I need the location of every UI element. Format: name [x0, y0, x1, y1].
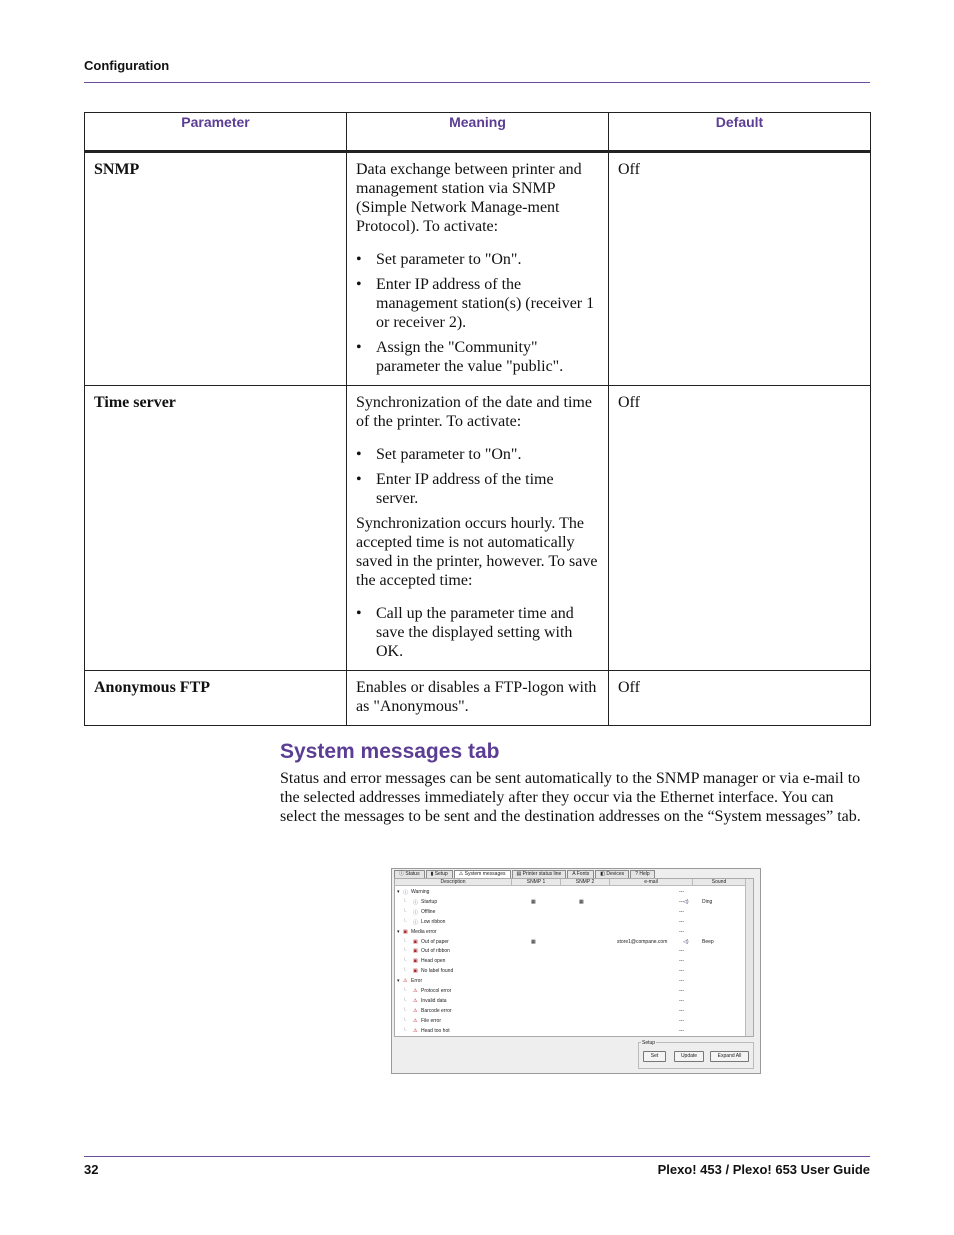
- tree-line-icon: └: [403, 908, 407, 915]
- tab-setup[interactable]: [426, 870, 453, 878]
- info-icon: ⓘ: [413, 899, 419, 906]
- param-meaning: [347, 152, 609, 386]
- tree-toggle-icon[interactable]: ▾: [397, 928, 400, 935]
- list-item-text: Enter IP address of the time server.: [376, 471, 554, 507]
- meaning-paragraph: Synchronization of the date and time of the printer. To activate:: [356, 394, 592, 430]
- tree-line-icon: └: [403, 898, 407, 905]
- bullet-icon: •: [356, 251, 362, 268]
- col-snmp1[interactable]: SNMP 1: [512, 879, 561, 885]
- speaker-icon: ◁): [683, 898, 689, 905]
- footer-title: Plexo! 453 / Plexo! 653 User Guide: [657, 1162, 870, 1177]
- tab-fonts[interactable]: [567, 870, 594, 878]
- list-item-text: Set parameter to "On".: [376, 446, 522, 463]
- tab-label: Setup: [434, 871, 448, 877]
- tree-line-icon: └: [403, 968, 407, 975]
- table-header-row: [85, 113, 871, 152]
- tab-label: System messages: [464, 871, 506, 877]
- param-meaning: [347, 671, 609, 726]
- message-row[interactable]: [395, 966, 753, 976]
- media-error-icon: ▣: [403, 928, 408, 935]
- table-row: [85, 152, 871, 386]
- message-label: Head open: [421, 958, 446, 965]
- tab-label: Printer status line: [522, 871, 562, 877]
- running-header: Configuration: [84, 58, 170, 73]
- set-button[interactable]: Set: [643, 1051, 666, 1062]
- list-item: [356, 470, 599, 508]
- meaning-paragraph: Enables or disables a FTP-logon with as "Anonymous".: [356, 679, 597, 715]
- email-value[interactable]: ---: [679, 978, 684, 985]
- param-name: SNMP: [85, 152, 347, 386]
- meaning-list: [356, 445, 599, 508]
- message-row[interactable]: [395, 946, 753, 956]
- meaning-paragraph: Data exchange between printer and management station via SNMP (Simple Network Manage-ment Protocol). To activate:: [356, 161, 582, 235]
- message-label: Warning: [411, 889, 430, 895]
- message-label: Out of ribbon: [421, 948, 450, 955]
- message-row[interactable]: [395, 996, 753, 1006]
- header-parameter: Parameter: [85, 113, 347, 152]
- col-sound[interactable]: Sound: [711, 879, 727, 885]
- tab-bar: [394, 870, 656, 878]
- tree-toggle-icon[interactable]: ▾: [397, 889, 400, 895]
- snmp2-checked-icon[interactable]: ▦: [579, 898, 584, 905]
- message-row[interactable]: [395, 1016, 753, 1026]
- email-value[interactable]: ---: [679, 1007, 684, 1014]
- page-number: 32: [84, 1162, 99, 1177]
- param-name: Time server: [85, 386, 347, 671]
- tab-help[interactable]: [630, 870, 654, 878]
- list-item: [356, 604, 599, 661]
- email-value[interactable]: ---: [679, 948, 684, 955]
- list-item: [356, 275, 599, 332]
- list-item-text: Set parameter to "On".: [376, 251, 522, 268]
- email-value[interactable]: ---: [679, 908, 684, 915]
- info-icon: ⓘ: [413, 919, 419, 926]
- message-row[interactable]: [395, 1006, 753, 1016]
- email-value[interactable]: ---: [679, 1027, 684, 1034]
- tab-icon: ⓘ: [399, 871, 406, 877]
- tab-icon: ?: [635, 871, 640, 877]
- message-row[interactable]: [395, 937, 753, 947]
- message-row[interactable]: [395, 927, 753, 937]
- tab-icon: ▮: [430, 871, 435, 877]
- param-default: Off: [609, 386, 871, 671]
- email-value[interactable]: ---: [679, 1017, 684, 1024]
- sound-value[interactable]: Ding: [702, 898, 713, 905]
- parameter-table: [84, 112, 871, 726]
- tab-icon: A: [572, 871, 577, 877]
- tab-icon: ◧: [600, 871, 607, 877]
- warning-icon: ⚠: [413, 997, 418, 1004]
- sound-value[interactable]: Beep: [702, 938, 714, 945]
- tab-label: Devices: [606, 871, 625, 877]
- email-value[interactable]: ---: [679, 988, 684, 994]
- header-rule: [84, 82, 870, 83]
- list-item: [356, 250, 599, 269]
- param-default: Off: [609, 152, 871, 386]
- media-error-icon: ▣: [413, 948, 418, 955]
- tree-line-icon: └: [403, 958, 407, 965]
- bullet-icon: •: [356, 605, 362, 622]
- tab-label: Fonts: [576, 871, 590, 877]
- message-label: Startup: [421, 898, 438, 905]
- tree-line-icon: └: [403, 1007, 407, 1014]
- tree-line-icon: └: [403, 997, 407, 1004]
- tab-status[interactable]: [394, 870, 425, 878]
- list-item: [356, 445, 599, 464]
- tab-icon: ⚠: [458, 871, 465, 877]
- email-value[interactable]: ---: [679, 889, 684, 895]
- message-label: Protocol error: [421, 988, 452, 994]
- system-messages-screenshot: [391, 868, 761, 1074]
- message-label: No label found: [421, 968, 454, 975]
- message-row[interactable]: [395, 986, 753, 996]
- tree-line-icon: └: [403, 938, 407, 945]
- bullet-icon: •: [356, 471, 362, 488]
- tab-devices[interactable]: [595, 870, 629, 878]
- message-label: Head too hot: [421, 1027, 450, 1034]
- snmp1-checked-icon[interactable]: ▦: [531, 898, 536, 905]
- warning-icon: ⚠: [413, 1017, 418, 1024]
- message-label: Barcode error: [421, 1007, 452, 1014]
- email-value[interactable]: ---: [679, 918, 684, 925]
- col-email[interactable]: e-mail: [610, 879, 693, 885]
- tab-icon: ▤: [516, 871, 523, 877]
- media-error-icon: ▣: [413, 958, 418, 965]
- list-item: [356, 338, 599, 376]
- warning-icon: ⚠: [413, 988, 418, 994]
- email-value[interactable]: ---: [679, 928, 684, 935]
- param-name: Anonymous FTP: [85, 671, 347, 726]
- snmp1-checked-icon[interactable]: ▦: [531, 938, 536, 945]
- tab-label: Help: [639, 871, 650, 877]
- message-label: Media error: [411, 928, 437, 935]
- tree-line-icon: └: [403, 988, 407, 994]
- vertical-scrollbar[interactable]: [745, 879, 753, 1036]
- table-row: [85, 671, 871, 726]
- list-item-text: Assign the "Community" parameter the value "public".: [376, 339, 564, 375]
- column-header: [395, 879, 753, 886]
- bullet-icon: •: [356, 276, 362, 293]
- media-error-icon: ▣: [413, 938, 418, 945]
- email-value[interactable]: ---: [679, 968, 684, 975]
- tree-line-icon: └: [403, 948, 407, 955]
- media-error-icon: ▣: [413, 968, 418, 975]
- header-default: Default: [609, 113, 871, 152]
- message-label: Offline: [421, 908, 436, 915]
- tab-printer-status-line[interactable]: [512, 870, 567, 878]
- info-icon: ⓘ: [403, 890, 409, 896]
- param-default: Off: [609, 671, 871, 726]
- meaning-paragraph: Synchronization occurs hourly. The accepted time is not automatically saved in the printer, however. To save the accepted time:: [356, 515, 598, 589]
- warning-icon: ⚠: [403, 978, 408, 985]
- setup-label: Setup: [642, 1040, 656, 1046]
- table-row: [85, 386, 871, 671]
- expand-all-button[interactable]: Expand All: [710, 1051, 749, 1062]
- message-row[interactable]: [395, 907, 753, 917]
- info-icon: ⓘ: [413, 909, 419, 916]
- message-row[interactable]: [395, 976, 753, 986]
- col-description[interactable]: Description: [395, 879, 512, 885]
- section-body: Status and error messages can be sent automatically to the SNMP manager or via e-mail to the selected addresses immediately after they occur via the Ethernet interface. You can select the messages to be sent and the destination addresses on the “System messages” tab.: [280, 770, 861, 825]
- email-value[interactable]: ---: [679, 898, 684, 905]
- speaker-icon: ◁): [683, 938, 689, 945]
- message-row[interactable]: [395, 887, 753, 897]
- message-row[interactable]: [395, 956, 753, 966]
- meaning-list: [356, 604, 599, 661]
- section-title: System messages tab: [280, 740, 500, 763]
- message-row[interactable]: [395, 1026, 753, 1036]
- email-value[interactable]: ---: [679, 997, 684, 1004]
- footer-rule: [84, 1156, 870, 1157]
- message-row[interactable]: [395, 897, 753, 907]
- tree-toggle-icon[interactable]: ▾: [397, 978, 400, 985]
- tree-line-icon: └: [403, 1017, 407, 1024]
- warning-icon: ⚠: [413, 1007, 418, 1014]
- email-value[interactable]: store1@compane.com: [617, 938, 668, 945]
- tab-label: Status: [405, 871, 420, 877]
- email-value[interactable]: ---: [679, 958, 684, 965]
- tree-line-icon: └: [403, 918, 407, 925]
- meaning-list: [356, 250, 599, 376]
- update-button[interactable]: Update: [674, 1051, 704, 1062]
- message-label: Error: [411, 978, 423, 985]
- bullet-icon: •: [356, 446, 362, 463]
- warning-icon: ⚠: [413, 1027, 418, 1034]
- message-label: Out of paper: [421, 938, 449, 945]
- list-item-text: Enter IP address of the management station(s) (receiver 1 or receiver 2).: [376, 276, 595, 331]
- tab-system-messages[interactable]: [454, 870, 511, 878]
- message-label: Low ribbon: [421, 918, 446, 925]
- bullet-icon: •: [356, 339, 362, 356]
- tree-line-icon: └: [403, 1027, 407, 1034]
- message-label: Invalid data: [421, 997, 447, 1004]
- messages-panel: [394, 878, 754, 1037]
- param-meaning: [347, 386, 609, 671]
- message-row[interactable]: [395, 917, 753, 927]
- list-item-text: Call up the parameter time and save the displayed setting with OK.: [376, 605, 574, 660]
- header-meaning: Meaning: [347, 113, 609, 152]
- message-label: File error: [421, 1017, 442, 1024]
- col-snmp2[interactable]: SNMP 2: [561, 879, 610, 885]
